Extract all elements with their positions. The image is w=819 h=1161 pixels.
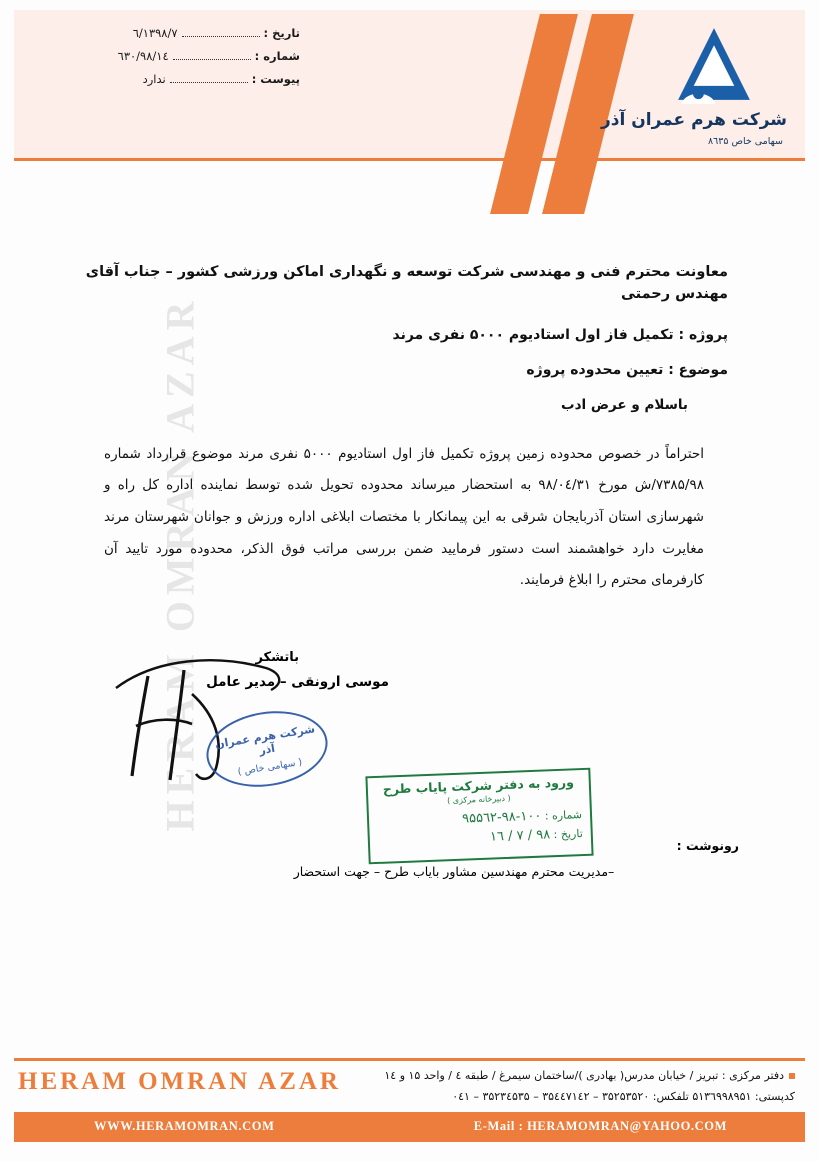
triangle-monogram-icon bbox=[675, 24, 753, 104]
meta-value-date: ۱۳۹۸/۷/٦ bbox=[132, 26, 178, 40]
body-paragraph bbox=[80, 439, 728, 598]
receipt-stamp-date-label: تاریخ : bbox=[553, 827, 583, 842]
cc-recipient: –مدیریت محترم مهندسین مشاور بایاب طرح – جهت استحضار bbox=[293, 864, 615, 879]
body-paragraph-text: احتراماً در خصوص محدوده زمین پروژه تکمیل فاز اول استادیوم ۵۰۰۰ نفری مرند موضوع قرارداد شماره ۷۳۸۵/۹۸/ش مورخ ۹۸/۰٤/۳۱ به استحضار میرساند محدوده تحویل شده توسط نماینده اداره کل راه و شهرسازی استان آذربایجان شرقی به این پیمانکار با مختصات ابلاغی اداره ورزش و جوانان شهرستان مرند مغایرت دارد خواهشمند است دستور فرمایید ضمن بررسی مراتب فوق الذکر، محدوده مورد تایید آن کارفرمای محترم را ابلاغ فرمایند. bbox=[104, 445, 704, 589]
receipt-stamp-date-value: ۹۸ / ۷ / ۱٦ bbox=[489, 827, 551, 845]
meta-row-number bbox=[40, 49, 300, 63]
meta-row-attachment bbox=[40, 72, 300, 86]
company-name: شرکت هرم عمران آذر bbox=[600, 110, 787, 130]
footer-address-line1 bbox=[355, 1066, 795, 1087]
footer-website[interactable]: WWW.HERAMOMRAN.COM bbox=[94, 1119, 275, 1133]
meta-label-date: تاریخ : bbox=[263, 26, 300, 40]
thanks-text: باتشکر bbox=[255, 650, 299, 665]
round-stamp-line2: ( سهامی خاص ) bbox=[236, 756, 303, 778]
signer-name: موسی ارونقی – مدیر عامل bbox=[206, 674, 389, 690]
greeting-line: باسلام و عرض ادب bbox=[561, 396, 688, 413]
bullet-square-icon bbox=[789, 1073, 795, 1079]
cc-label: رونوشت : bbox=[676, 838, 739, 853]
company-logo bbox=[505, 14, 805, 214]
meta-dots bbox=[182, 35, 260, 37]
footer-wordmark: HERAM OMRAN AZAR bbox=[18, 1068, 341, 1095]
addressee-line: معاونت محترم فنی و مهندسی شرکت توسعه و نگهداری اماکن ورزشی کشور – جناب آقای مهندس رحمتی bbox=[85, 264, 728, 302]
receipt-stamp bbox=[365, 768, 593, 865]
meta-value-attachment: ندارد bbox=[142, 72, 166, 86]
receipt-stamp-title: ورود به دفتر شرکت پایاب طرح bbox=[382, 774, 575, 797]
subject-line: موضوع : تعیین محدوده پروژه bbox=[526, 361, 728, 378]
project-line: پروژه : تکمیل فاز اول استادیوم ۵۰۰۰ نفری مرند bbox=[392, 326, 728, 343]
meta-dots bbox=[173, 58, 251, 60]
footer-email[interactable]: E-Mail : HERAMOMRAN@YAHOO.COM bbox=[473, 1119, 727, 1133]
footer-divider bbox=[14, 1058, 805, 1061]
meta-label-number: شماره : bbox=[254, 49, 300, 63]
meta-row-date bbox=[40, 26, 300, 40]
receipt-stamp-subtitle: ( دبیرخانه مرکزی ) bbox=[446, 793, 511, 806]
watermark-text: HERAM OMRAN AZAR bbox=[157, 295, 203, 832]
letter-meta bbox=[40, 26, 300, 95]
receipt-stamp-number-value: ۱۰۰-۹۸-۹۵۵٦۲ bbox=[461, 808, 542, 827]
meta-dots bbox=[170, 81, 248, 83]
meta-value-number: ٦۳۰/۹۸/۱٤ bbox=[117, 49, 169, 63]
letter-body bbox=[80, 262, 728, 597]
footer-address-text2: کدپستی: ۵۱۳٦۹۹۸۹۵۱ تلفکس: ۳۵۲۵۳۵۲۰ – ۳۵٤٤۷۱٤۲ – ۳۵۲۳٤۵۳۵ – ۰٤۱ bbox=[452, 1089, 795, 1103]
round-stamp-line1: شرکت هرم عمران آذر bbox=[214, 722, 316, 758]
footer-address-line2 bbox=[355, 1087, 795, 1108]
receipt-stamp-number-label: شماره : bbox=[544, 808, 583, 823]
receipt-stamp-date-row bbox=[378, 826, 583, 849]
footer-band bbox=[14, 1112, 805, 1142]
footer-address bbox=[355, 1066, 795, 1108]
footer-address-text1: دفتر مرکزی : تبریز / خیابان مدرس( بهادری )/ساختمان سیمرغ / طبقه ٤ / واحد ۱۵ و ۱٤ bbox=[384, 1069, 784, 1082]
company-subtitle: سهامی خاص ٨٦۳۵ bbox=[708, 136, 783, 147]
meta-label-attachment: پیوست : bbox=[251, 72, 300, 86]
